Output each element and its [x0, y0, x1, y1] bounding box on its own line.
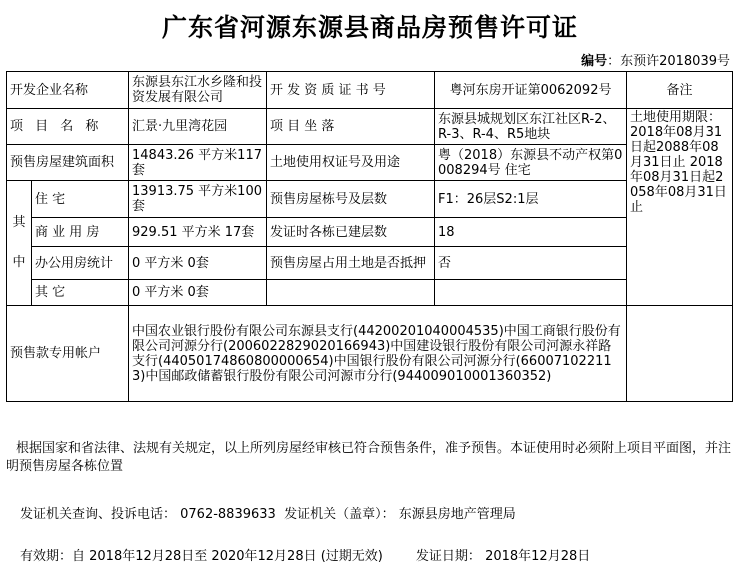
blank-cell-2: [435, 280, 627, 306]
account-label: 预售款专用帐户: [7, 306, 129, 402]
row-commercial: [7, 218, 733, 247]
serial-label: 编号: [581, 54, 608, 69]
developer-value: 东源县东江水乡隆和投资发展有限公司: [129, 72, 267, 109]
floors-label: 发证时各栋已建层数: [267, 218, 435, 247]
document-title: 广东省河源东源县商品房预售许可证: [161, 13, 578, 42]
mortgage-label: 预售房屋占用土地是否抵押: [267, 247, 435, 280]
building-label: 预售房屋栋号及层数: [267, 181, 435, 218]
mortgage-value: 否: [435, 247, 627, 280]
validity-line: 有效期：自 2018年12月28日至 2020年12月28日 (过期无效) 发证日期： 2018年12月28日: [20, 549, 591, 564]
row-developer: [7, 72, 733, 109]
row-account: [7, 306, 733, 402]
row-other: [7, 280, 733, 306]
serial-value: ：东预许2018039号: [607, 54, 730, 69]
floors-value: 18: [435, 218, 627, 247]
blank-cell-1: [267, 280, 435, 306]
approval-statement: 根据国家和省法律、法规有关规定，以上所列房屋经审核已符合预售条件，准予预售。本证使用时必须附上项目平面图，并注明预售房屋各栋位置: [6, 441, 732, 474]
area-label: 预售房屋建筑面积: [7, 145, 129, 181]
serial-number: [581, 50, 730, 69]
land-value: 粤（2018）东源县不动产权第0008294号 住宅: [435, 145, 627, 181]
commercial-value: 929.51 平方米 17套: [129, 218, 267, 247]
row-office: [7, 247, 733, 280]
among-label: [7, 181, 32, 306]
account-remark-blank: [627, 306, 733, 402]
contact-line: 发证机关查询、投诉电话： 0762-8839633 发证机关（盖章）： 东源县房地产管理局: [20, 507, 516, 522]
row-residential: [7, 181, 733, 218]
other-value: 0 平方米 0套: [129, 280, 267, 306]
row-area: [7, 145, 733, 181]
location-label: 项 目 坐 落: [267, 109, 435, 145]
cert-value: 粤河东房开证第0062092号: [435, 72, 627, 109]
land-label: 土地使用权证号及用途: [267, 145, 435, 181]
location-value: 东源县城规划区东江社区R-2、R-3、R-4、R5地块: [435, 109, 627, 145]
office-label: 办公用房统计: [32, 247, 129, 280]
project-label: 项 目 名 称: [7, 109, 129, 145]
office-value: 0 平方米 0套: [129, 247, 267, 280]
other-label: 其 它: [32, 280, 129, 306]
remark-value: 土地使用期限：2018年08月31日起2088年08月31日止 2018年08月31日起2058年08月31日止: [627, 109, 733, 306]
residential-value: 13913.75 平方米100套: [129, 181, 267, 218]
permit-table: [6, 71, 733, 402]
among-label-2: 中: [12, 255, 26, 270]
row-project: [7, 109, 733, 145]
among-label-1: 其: [12, 215, 26, 230]
account-value: 中国农业银行股份有限公司东源县支行(44200201040004535)中国工商银行股份有限公司河源分行(2006022829020166943)中国建设银行股份有限公司河源永祥路支行(44050174860800000654)中国银行股份有限公司河源分行(660071022113)中国邮政储蓄银行股份有限公司河源市分行(944009010001360352): [129, 306, 627, 402]
residential-label: 住 宅: [32, 181, 129, 218]
cert-label: 开 发 资 质 证 书 号: [267, 72, 435, 109]
developer-label: 开发企业名称: [7, 72, 129, 109]
project-value: 汇景·九里湾花园: [129, 109, 267, 145]
remark-label: 备注: [627, 72, 733, 109]
commercial-label: 商 业 用 房: [32, 218, 129, 247]
area-value: 14843.26 平方米117套: [129, 145, 267, 181]
building-value: F1：26层S2:1层: [435, 181, 627, 218]
